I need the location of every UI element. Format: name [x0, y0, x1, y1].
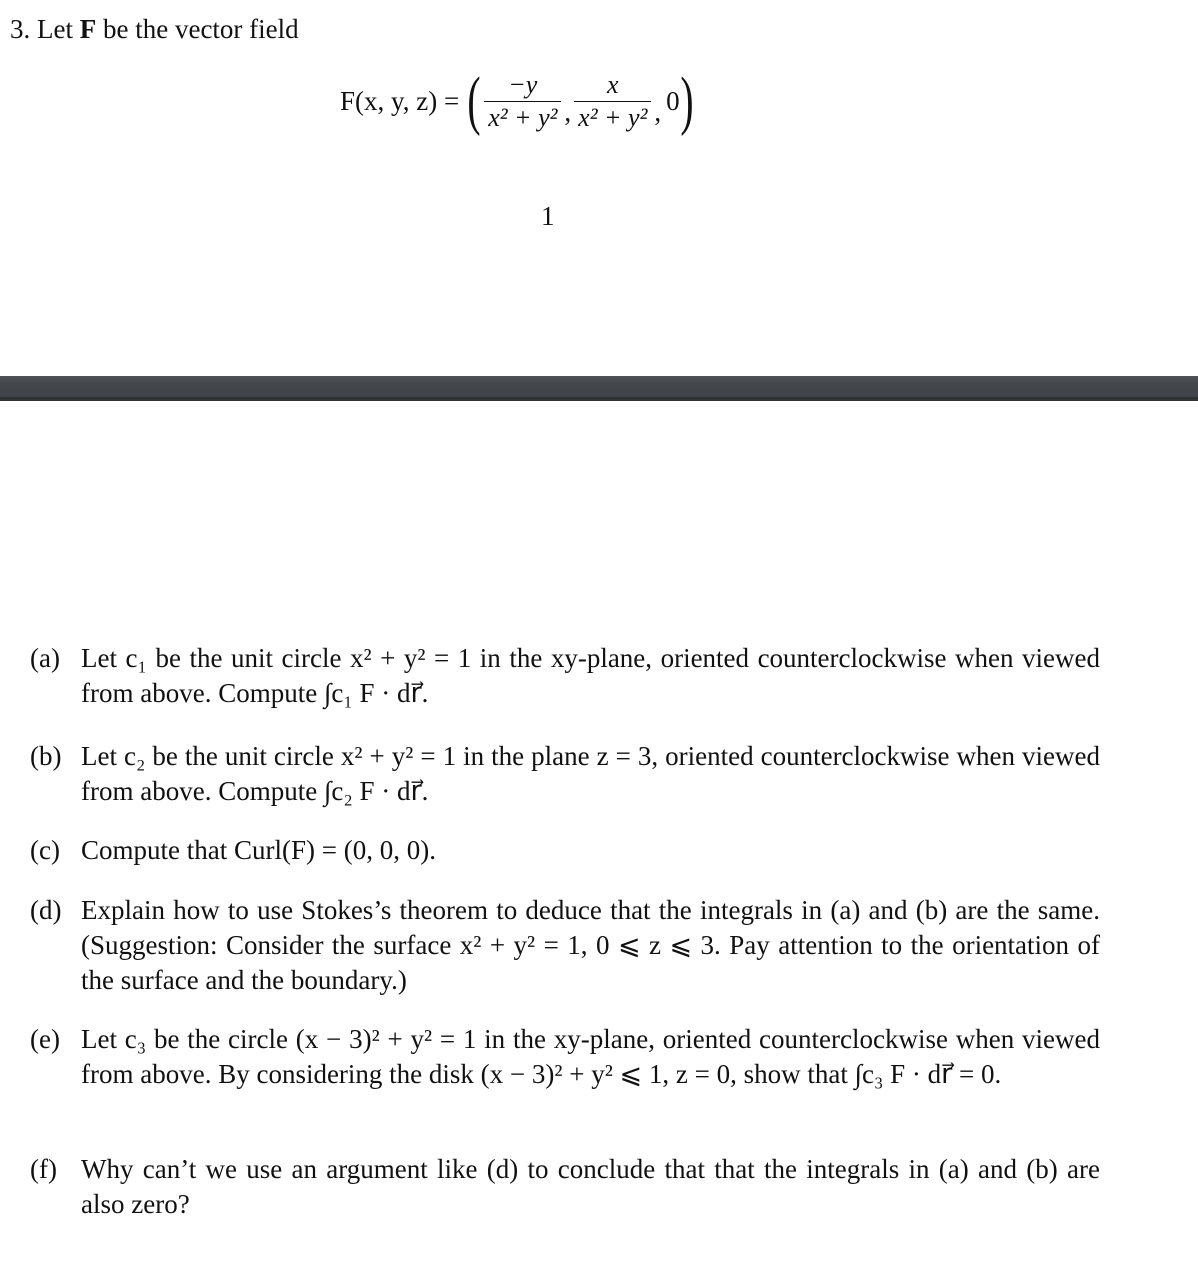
part-text: Why can’t we use an argument like (d) to conclude that that the integrals in (a) and (b) are also zero? [81, 1154, 1100, 1219]
vector-field-formula [340, 66, 694, 136]
fraction-1 [484, 71, 561, 131]
formula-lhs: F(x, y, z) = [340, 85, 460, 116]
part-b [30, 739, 1100, 809]
part-d [30, 893, 1100, 998]
third-component: 0 [666, 85, 680, 116]
problem-statement [10, 14, 299, 45]
part-text: Let c₁ be the unit circle x² + y² = 1 in the xy-plane, oriented counterclockwise when viewed from above. Compute ∫c₁ F · dr⃗. [81, 643, 1100, 708]
page-divider [0, 376, 1198, 401]
part-label: (d) [30, 895, 62, 925]
part-label: (b) [30, 741, 62, 771]
intro-before: Let [37, 14, 73, 44]
part-label: (e) [30, 1024, 60, 1054]
part-a [30, 641, 1100, 711]
fraction-1-denominator: x² + y² [484, 101, 561, 131]
page-top [0, 0, 1198, 376]
part-f [30, 1152, 1100, 1222]
page-bottom [0, 401, 1198, 1268]
part-label: (c) [30, 835, 60, 865]
part-text: Let c₂ be the unit circle x² + y² = 1 in the plane z = 3, oriented counterclockwise when viewed from above. Compute ∫c₂ F · dr⃗. [81, 741, 1100, 806]
part-text: Explain how to use Stokes’s theorem to deduce that the integrals in (a) and (b) are the same. (Suggestion: Consider the surface x² + y² = 1, 0 ⩽ z ⩽ 3. Pay attention to the orientation of the surface and the boundary.) [81, 895, 1100, 995]
page-number: 1 [541, 201, 555, 231]
fraction-1-numerator: −y [508, 70, 538, 100]
right-paren: ) [680, 64, 694, 137]
part-text: Compute that Curl(F) = (0, 0, 0). [81, 835, 436, 865]
left-paren: ( [467, 64, 481, 137]
fraction-2-denominator: x² + y² [574, 101, 651, 131]
intro-after: be the vector field [102, 14, 299, 44]
part-label: (f) [30, 1154, 57, 1184]
comma: , [654, 96, 662, 127]
part-e [30, 1022, 1100, 1092]
part-c [30, 833, 1100, 868]
intro-symbol: F [79, 14, 97, 44]
comma: , [564, 96, 572, 127]
part-label: (a) [30, 643, 60, 673]
fraction-2 [574, 71, 651, 131]
fraction-2-numerator: x [607, 70, 619, 100]
part-text: Let c₃ be the circle (x − 3)² + y² = 1 in the xy-plane, oriented counterclockwise when viewed from above. By considering the disk (x − 3)² + y² ⩽ 1, z = 0, show that ∫c₃ F · dr⃗ = 0. [81, 1024, 1100, 1089]
problem-number: 3. [10, 14, 31, 44]
